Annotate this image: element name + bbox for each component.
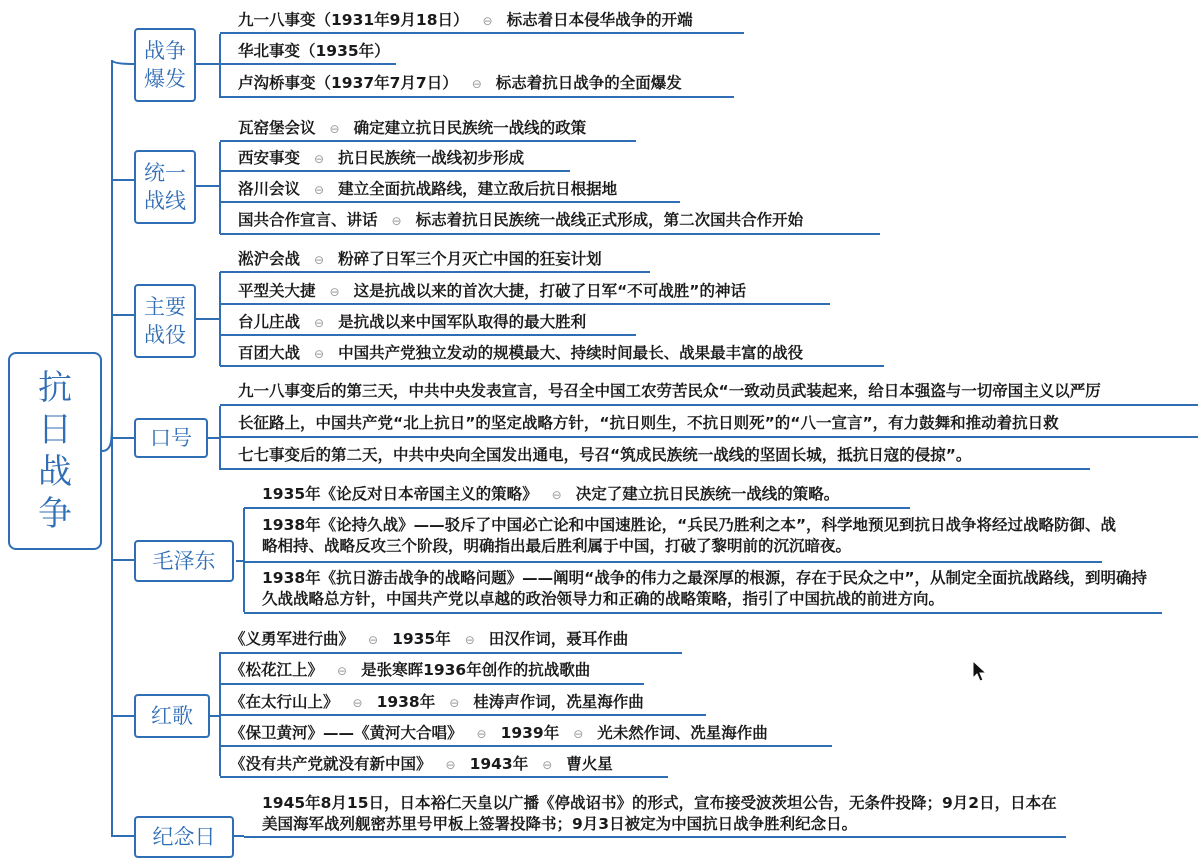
category-red-songs[interactable]	[134, 694, 210, 738]
category-mao-zedong[interactable]	[134, 540, 234, 582]
item-underline	[220, 140, 636, 142]
item-detail: 标志着日本侵华战争的开端	[506, 11, 693, 29]
list-item[interactable]	[238, 281, 746, 302]
item-title: 《保卫黄河》——《黄河大合唱》	[230, 724, 463, 742]
minus-circle-icon: ⊖	[445, 758, 456, 772]
item-title: 淞沪会战	[238, 250, 301, 268]
minus-circle-icon: ⊖	[391, 214, 402, 228]
minus-circle-icon: ⊖	[314, 253, 325, 267]
item-underline	[220, 404, 1198, 406]
minus-circle-icon: ⊖	[551, 488, 562, 502]
item-title: 平型关大捷	[238, 282, 316, 300]
item-text: 九一八事变后的第三天，中共中央发表宣言，号召全中国工农劳苦民众“一致动员武装起来，给日本强盗与一切帝国主义以严厉	[238, 382, 1101, 400]
item-underline	[220, 233, 880, 235]
item-underline	[220, 468, 1090, 470]
item-text: 1945年8月15日，日本裕仁天皇以广播《停战诏书》的形式，宣布接受波茨坦公告，无条件投降；9月2日，日本在美国海军战列舰密苏里号甲板上签署投降书；9月3日被定为中国抗日战争胜利纪念日。	[262, 794, 1057, 833]
minus-circle-icon: ⊖	[573, 727, 584, 741]
minus-circle-icon: ⊖	[314, 347, 325, 361]
item-title: 九一八事变（1931年9月18日）	[238, 11, 469, 29]
item-detail: 粉碎了日军三个月灭亡中国的狂妄计划	[338, 250, 602, 268]
category-united-front[interactable]	[134, 150, 196, 224]
list-item[interactable]	[238, 249, 602, 270]
item-title: 西安事变	[238, 149, 301, 167]
item-detail: 中国共产党独立发动的规模最大、持续时间最长、战果最丰富的战役	[338, 344, 804, 362]
item-underline	[220, 714, 706, 716]
item-detail: 曹火星	[566, 755, 613, 773]
category-war-outbreak[interactable]	[134, 28, 196, 102]
root-title: 抗日战争	[38, 368, 72, 534]
item-title: 《义勇军进行曲》	[230, 630, 355, 648]
category-major-battles[interactable]	[134, 284, 196, 358]
item-detail: 决定了建立抗日民族统一战线的策略。	[575, 485, 840, 503]
item-underline	[220, 170, 570, 172]
item-title: 《没有共产党就没有新中国》	[230, 755, 432, 773]
minus-circle-icon: ⊖	[337, 664, 348, 678]
list-item[interactable]	[230, 754, 613, 775]
minus-circle-icon: ⊖	[464, 633, 475, 647]
list-item[interactable]	[238, 148, 524, 169]
list-item[interactable]	[238, 118, 586, 139]
minus-circle-icon: ⊖	[314, 183, 325, 197]
item-title: 百团大战	[238, 344, 301, 362]
category-label: 红歌	[151, 704, 193, 728]
list-item[interactable]	[230, 723, 768, 744]
item-title: 瓦窑堡会议	[238, 119, 316, 137]
item-title: 《松花江上》	[230, 661, 324, 679]
minus-circle-icon: ⊖	[314, 152, 325, 166]
item-underline	[220, 334, 636, 336]
category-memorial-day[interactable]	[134, 816, 234, 858]
item-underline	[244, 836, 1066, 838]
item-underline	[244, 612, 1162, 614]
item-text: 1938年《论持久战》——驳斥了中国必亡论和中国速胜论，“兵民乃胜利之本”，科学地预见到抗日战争将经过战略防御、战略相持、战略反攻三个阶段，明确指出最后胜利属于中国，打破了黎明前的沉沉暗夜。	[262, 516, 1117, 555]
category-label: 战争爆发	[144, 39, 186, 91]
item-underline	[220, 96, 734, 98]
item-underline	[220, 745, 832, 747]
item-detail: 建立全面抗战路线，建立敌后抗日根据地	[338, 180, 618, 198]
minus-circle-icon: ⊖	[542, 758, 553, 772]
item-detail: 抗日民族统一战线初步形成	[338, 149, 525, 167]
item-title: 卢沟桥事变（1937年7月7日）	[238, 74, 458, 92]
item-year: 1938年	[376, 693, 436, 711]
item-title: 国共合作宣言、讲话	[238, 211, 378, 229]
list-item[interactable]	[238, 343, 803, 364]
item-year: 1939年	[500, 724, 560, 742]
list-item[interactable]	[262, 793, 1062, 835]
item-underline	[220, 32, 744, 34]
list-item[interactable]	[230, 629, 628, 650]
item-detail: 标志着抗日民族统一战线正式形成，第二次国共合作开始	[415, 211, 804, 229]
list-item[interactable]	[238, 10, 693, 31]
list-item[interactable]	[230, 692, 644, 713]
mouse-cursor-icon	[972, 660, 988, 684]
list-item[interactable]	[238, 445, 971, 465]
item-underline	[220, 652, 682, 654]
category-label: 纪念日	[152, 825, 216, 849]
minus-circle-icon: ⊖	[352, 696, 363, 710]
item-underline	[220, 201, 680, 203]
item-title: 华北事变（1935年）	[238, 42, 390, 60]
item-title: 台儿庄战	[238, 313, 301, 331]
list-item[interactable]	[238, 312, 586, 333]
minus-circle-icon: ⊖	[449, 696, 460, 710]
item-underline	[220, 63, 396, 65]
root-node[interactable]	[8, 352, 102, 550]
item-text: 长征路上，中国共产党“北上抗日”的坚定战略方针，“抗日则生，不抗日则死”的“八一宣言”，有力鼓舞和推动着抗日救	[238, 414, 1059, 432]
item-title: 洛川会议	[238, 180, 301, 198]
minus-circle-icon: ⊖	[314, 316, 325, 330]
list-item[interactable]	[238, 41, 390, 61]
list-item[interactable]	[262, 568, 1152, 610]
list-item[interactable]	[262, 484, 839, 505]
item-underline	[244, 507, 910, 509]
item-title: 《在太行山上》	[230, 693, 339, 711]
minus-circle-icon: ⊖	[329, 122, 340, 136]
item-detail: 这是抗战以来的首次大捷，打破了日军“不可战胜”的神话	[353, 282, 746, 300]
list-item[interactable]	[230, 660, 590, 681]
minus-circle-icon: ⊖	[482, 14, 493, 28]
item-detail: 桂涛声作词，冼星海作曲	[473, 693, 644, 711]
list-item[interactable]	[238, 179, 617, 200]
category-label: 统一战线	[144, 161, 186, 213]
list-item[interactable]	[238, 413, 1059, 433]
minus-circle-icon: ⊖	[471, 77, 482, 91]
list-item[interactable]	[238, 73, 682, 94]
item-detail: 确定建立抗日民族统一战线的政策	[353, 119, 587, 137]
item-detail: 光未然作词、冼星海作曲	[597, 724, 768, 742]
item-underline	[244, 561, 1102, 563]
list-item[interactable]	[262, 515, 1122, 557]
item-title: 1935年《论反对日本帝国主义的策略》	[262, 485, 538, 503]
list-item[interactable]	[238, 210, 803, 231]
item-underline	[220, 776, 668, 778]
item-detail: 是张寒晖1936年创作的抗战歌曲	[361, 661, 591, 679]
item-text: 七七事变后的第二天，中共中央向全国发出通电，号召“筑成民族统一战线的坚固长城，抵抗日寇的侵掠”。	[238, 446, 972, 464]
item-underline	[220, 271, 650, 273]
category-label: 毛泽东	[152, 549, 216, 573]
item-underline	[220, 436, 1198, 438]
item-underline	[220, 365, 884, 367]
item-underline	[220, 303, 830, 305]
list-item[interactable]	[238, 381, 1101, 401]
item-year: 1943年	[469, 755, 529, 773]
category-label: 主要战役	[144, 295, 186, 347]
item-detail: 是抗战以来中国军队取得的最大胜利	[338, 313, 587, 331]
minus-circle-icon: ⊖	[329, 285, 340, 299]
minus-circle-icon: ⊖	[368, 633, 379, 647]
category-slogans[interactable]	[134, 418, 208, 458]
minus-circle-icon: ⊖	[476, 727, 487, 741]
item-detail: 标志着抗日战争的全面爆发	[495, 74, 682, 92]
item-text: 1938年《抗日游击战争的战略问题》——阐明“战争的伟力之最深厚的根源，存在于民众之中”，从制定全面抗战路线，到明确持久战战略总方针，中国共产党以卓越的政治领导力和正确的战略策略，指引了中国抗战的前进方向。	[262, 569, 1148, 608]
category-label: 口号	[150, 426, 192, 450]
item-underline	[220, 683, 644, 685]
item-detail: 田汉作词，聂耳作曲	[488, 630, 629, 648]
item-year: 1935年	[392, 630, 451, 648]
